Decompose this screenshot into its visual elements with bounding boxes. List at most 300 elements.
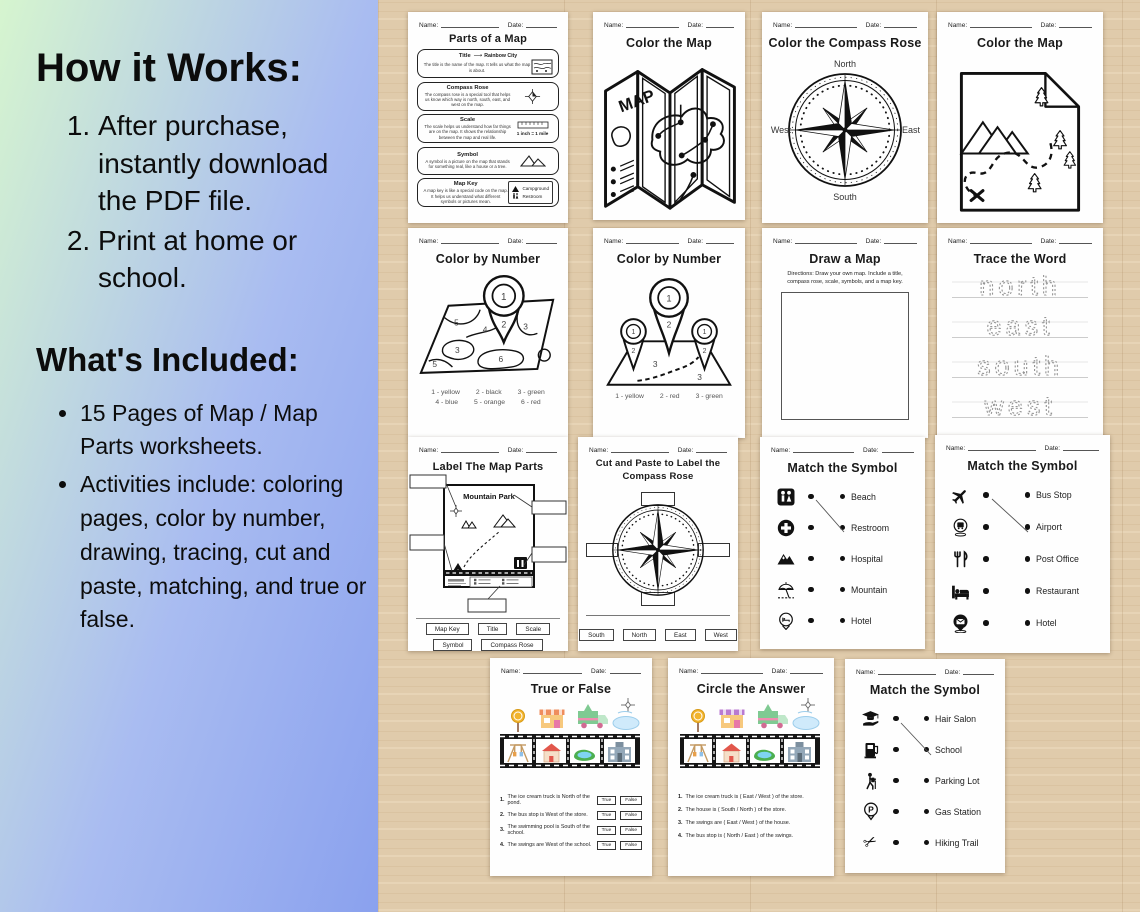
map-title-example: Rainbow City: [484, 52, 518, 59]
true-option: True: [597, 811, 617, 820]
worksheet-color-the-map-folded: [593, 12, 745, 220]
right-dot: [924, 840, 930, 846]
legend-entry: 3 - green: [517, 389, 545, 396]
bus-stop-pin-icon: [951, 518, 970, 537]
false-option: False: [620, 796, 642, 805]
left-dot: [983, 620, 989, 626]
how-it-works-heading: How it Works:: [36, 46, 302, 90]
match-word: School: [935, 744, 962, 755]
match-row: [760, 512, 925, 543]
match-word: Mountain: [851, 584, 888, 595]
hotel-bed-icon: [951, 582, 970, 601]
airplane-icon: [951, 486, 970, 505]
name-date-row: [845, 659, 1005, 676]
region-number: 3: [697, 371, 702, 382]
legend-entry: 4 - blue: [435, 399, 459, 406]
ice-cream-truck-icon: [758, 704, 788, 728]
worksheet-true-or-false: [490, 658, 652, 876]
section-heading: Scale: [459, 117, 476, 124]
name-label: Name:: [419, 22, 439, 29]
name-line: [626, 237, 678, 244]
date-label: Date:: [865, 22, 882, 29]
worksheet-title: Parts of a Map: [449, 33, 527, 45]
left-dot: [893, 747, 899, 753]
right-dot: [1025, 524, 1031, 530]
word-bank-item: Scale: [516, 623, 550, 635]
left-dot: [983, 524, 989, 530]
match-row: [760, 543, 925, 574]
date-line: [1063, 444, 1099, 451]
name-line: [441, 237, 499, 244]
match-row: [935, 543, 1110, 575]
hotel-pin-icon: [777, 612, 795, 630]
whats-included-heading: What's Included:: [36, 340, 299, 378]
match-row: [935, 575, 1110, 607]
worksheet-title: Match the Symbol: [787, 461, 898, 475]
map-thumbnail-icon: [531, 59, 553, 75]
true-option: True: [597, 826, 617, 835]
false-option: False: [620, 841, 642, 850]
match-word: Bus Stop: [1036, 490, 1072, 500]
date-line: [963, 668, 994, 675]
name-date-row: [762, 12, 928, 29]
question-row: [678, 807, 824, 813]
color-by-number-pins: [594, 266, 744, 390]
name-date-row: [408, 437, 568, 454]
section-heading: Symbol: [457, 151, 479, 158]
east-label: East: [901, 125, 921, 135]
match-word: Beach: [851, 491, 876, 502]
worksheet-parts-of-a-map: [408, 12, 568, 223]
match-row: [845, 703, 1005, 734]
answer-label: South: [579, 629, 613, 641]
section-heading: Compass Rose: [446, 84, 489, 91]
south-label: South: [833, 192, 857, 202]
answer-label: East: [665, 629, 696, 641]
bus-stop-sign-icon: [692, 710, 705, 733]
question-text: The swimming pool is South of the school.: [507, 824, 590, 836]
section-text: The scale helps us understand how far things are on the map. It shows the relationship between the map and real life.: [424, 124, 511, 140]
name-line: [441, 21, 499, 28]
worksheet-title: Match the Symbol: [967, 459, 1078, 473]
match-word: Airport: [1036, 522, 1062, 532]
question-row: [500, 811, 642, 820]
worksheet-title: Circle the Answer: [696, 682, 806, 696]
color-legend-row: [408, 389, 568, 396]
question-text: The bus stop is West of the store.: [507, 812, 588, 818]
name-label: Name:: [946, 445, 966, 452]
date-line: [884, 21, 917, 28]
mountain-icon: [777, 550, 795, 568]
word-bank-item: Map Key: [426, 623, 469, 635]
scale-example: 1 inch = 1 mile: [516, 131, 549, 137]
date-line: [884, 237, 917, 244]
match-word: Hotel: [851, 615, 872, 626]
name-line: [793, 446, 854, 453]
worksheet-color-the-compass-rose: [762, 12, 928, 223]
name-date-row: [408, 228, 568, 245]
legend-entry: 1 - yellow: [431, 389, 460, 396]
ruler-icon: [517, 121, 549, 129]
worksheet-draw-a-map: [762, 228, 928, 438]
included-item: • 15 Pages of Map / Map Parts worksheets.: [80, 397, 370, 465]
key-label: Campground: [522, 186, 549, 192]
name-date-row: [935, 435, 1110, 452]
name-label: Name:: [773, 238, 793, 245]
town-map-illustration: [676, 696, 826, 790]
name-label: Name:: [948, 238, 968, 245]
match-row: [935, 511, 1110, 543]
divider-line: [416, 618, 560, 619]
word-bank-item: Compass Rose: [481, 639, 542, 651]
match-row: [760, 481, 925, 512]
name-date-row: [490, 658, 652, 675]
name-label: Name:: [773, 22, 793, 29]
map-title-text: Mountain Park: [463, 492, 515, 501]
map-part-key-section: [417, 178, 559, 207]
date-line: [526, 21, 557, 28]
word-bank-item: Title: [478, 623, 508, 635]
question-row: [678, 794, 824, 800]
how-it-works-list: [62, 107, 368, 297]
date-label: Date:: [687, 22, 704, 29]
date-line: [706, 21, 734, 28]
worksheet-title: Color by Number: [435, 252, 541, 266]
match-word: Parking Lot: [935, 775, 980, 786]
question-text: The swings are ( East / West ) of the house.: [685, 820, 791, 826]
worksheet-color-by-number-2: [593, 228, 745, 438]
true-option: True: [597, 841, 617, 850]
name-line: [795, 21, 857, 28]
pin-number: 1: [702, 328, 707, 336]
worksheet-circle-the-answer: [668, 658, 834, 876]
match-row: [845, 796, 1005, 827]
name-line: [970, 21, 1032, 28]
region-number: 3: [455, 345, 460, 356]
question-list: [500, 794, 642, 850]
restaurant-cutlery-icon: [952, 550, 970, 568]
right-dot: [840, 556, 846, 562]
date-line: [610, 667, 641, 674]
worksheet-match-the-symbol-1: [760, 437, 925, 649]
ice-cream-truck-icon: [578, 704, 608, 728]
worksheet-title: Color by Number: [616, 252, 722, 266]
beach-umbrella-icon: [777, 581, 795, 599]
title-line-1: Cut and Paste to Label the: [595, 458, 721, 469]
treasure-map-illustration: [940, 50, 1100, 218]
question-text: The house is ( South / North ) of the store.: [685, 807, 787, 813]
right-dot: [1025, 588, 1031, 594]
date-line: [1059, 237, 1092, 244]
false-option: False: [620, 826, 642, 835]
date-line: [1059, 21, 1092, 28]
true-option: True: [597, 796, 617, 805]
answer-labels-row: [578, 629, 738, 641]
worksheet-title: True or False: [530, 682, 612, 696]
worksheet-match-the-symbol-2: [935, 435, 1110, 653]
name-label: Name:: [604, 238, 624, 245]
left-dot: [808, 494, 814, 500]
date-line: [790, 667, 823, 674]
right-dot: [1025, 492, 1031, 498]
post-office-pin-icon: [951, 614, 970, 633]
worksheet-title: Color the Map: [626, 36, 712, 50]
legend-entry: 2 - black: [475, 389, 502, 396]
name-label: Name:: [604, 22, 624, 29]
region-number: 4: [482, 324, 488, 335]
left-dot: [893, 809, 899, 815]
name-date-row: [408, 12, 568, 29]
section-text: The compass rose is a special tool that helps us know which way is north, south, east, and west on the map.: [424, 91, 511, 108]
name-line: [701, 667, 763, 674]
match-row: [845, 734, 1005, 765]
key-label: Restroom: [522, 193, 543, 199]
name-line: [523, 667, 582, 674]
question-row: [678, 833, 824, 839]
trace-word-row: [944, 266, 1096, 306]
town-map-illustration: [496, 696, 646, 790]
match-row: [935, 607, 1110, 639]
restroom-people-icon: [512, 193, 519, 199]
section-text: A symbol is a picture on the map that stands for something real, like a house or a tree.: [425, 158, 510, 170]
whats-included-list: [58, 397, 370, 638]
match-word: Post Office: [1036, 554, 1079, 564]
worksheet-trace-the-word: [937, 228, 1103, 438]
word-bank-row: [408, 639, 568, 651]
worksheet-color-by-number-1: [408, 228, 568, 438]
name-date-row: [668, 658, 834, 675]
name-date-row: [762, 228, 928, 245]
name-line: [970, 237, 1032, 244]
right-dot: [840, 587, 846, 593]
name-line: [878, 668, 936, 675]
pin-number: 1: [631, 328, 636, 336]
gas-pump-icon: [862, 741, 880, 759]
date-label: Date:: [1044, 445, 1061, 452]
section-heading: Title: [458, 52, 471, 59]
left-dot: [983, 492, 989, 498]
question-list: [678, 794, 824, 839]
match-word: Hair Salon: [935, 713, 977, 724]
map-word: MAP: [616, 85, 658, 117]
match-word: Restroom: [851, 522, 890, 533]
name-line: [441, 446, 499, 453]
date-line: [882, 446, 914, 453]
pond-icon: [613, 712, 639, 730]
worksheet-title: [578, 458, 738, 484]
match-row: [845, 827, 1005, 858]
right-dot: [1025, 556, 1031, 562]
left-dot: [893, 840, 899, 846]
right-dot: [924, 716, 930, 722]
worksheet-cut-and-paste-compass: [578, 437, 738, 651]
date-label: Date:: [687, 238, 704, 245]
date-label: Date:: [863, 447, 879, 454]
worksheet-label-the-map-parts: [408, 437, 568, 651]
west-label: West: [770, 125, 792, 135]
date-label: Date:: [944, 669, 961, 676]
date-label: Date:: [771, 668, 788, 675]
worksheet-title: Label The Map Parts: [432, 461, 544, 473]
campground-tent-icon: [512, 186, 519, 192]
date-line: [696, 446, 727, 453]
name-label: Name:: [589, 447, 609, 454]
left-dot: [893, 778, 899, 784]
answer-label: North: [623, 629, 656, 641]
worksheet-title: Draw a Map: [809, 252, 881, 266]
name-label: Name:: [419, 238, 439, 245]
arrow-icon: ⟶: [473, 53, 482, 59]
drawing-area: [781, 292, 909, 420]
bus-stop-sign-icon: [512, 710, 525, 733]
name-date-row: [937, 12, 1103, 29]
legend-entry: 2 - red: [659, 393, 680, 400]
step-item: 2. Print at home or school.: [98, 222, 368, 297]
left-dot: [983, 556, 989, 562]
pin-number: 2: [501, 319, 507, 330]
date-line: [526, 446, 557, 453]
region-number: 6: [498, 354, 504, 365]
date-label: Date:: [507, 22, 524, 29]
map-part-scale-section: [417, 114, 559, 143]
question-row: [500, 841, 642, 850]
left-dot: [983, 588, 989, 594]
legend-entry: 3 - green: [695, 393, 723, 400]
word-bank-item: Symbol: [433, 639, 472, 651]
legend-entry: 1 - yellow: [615, 393, 644, 400]
trace-word: south: [976, 351, 1064, 381]
labeling-map-illustration: [408, 473, 568, 615]
map-part-symbol-section: [417, 147, 559, 175]
question-row: [500, 794, 642, 806]
parking-letter: P: [867, 804, 874, 815]
date-label: Date:: [865, 238, 882, 245]
pond-icon: [793, 712, 819, 730]
compass-icon: [524, 88, 541, 105]
left-dot: [808, 556, 814, 562]
first-aid-icon: [777, 519, 795, 537]
match-row: [760, 574, 925, 605]
left-dot: [808, 587, 814, 593]
date-label: Date:: [507, 238, 524, 245]
name-line: [626, 21, 678, 28]
left-dot: [893, 716, 899, 722]
date-label: Date:: [591, 668, 607, 675]
region-number: 5: [432, 358, 438, 369]
right-dot: [1025, 620, 1031, 626]
compass-sparkle-icon: [801, 698, 815, 712]
map-part-compass-section: [417, 82, 559, 111]
date-label: Date:: [1040, 238, 1057, 245]
title-line-2: Compass Rose: [622, 470, 694, 482]
right-dot: [924, 809, 930, 815]
trace-word: west: [984, 391, 1056, 421]
pin-number: 2: [702, 348, 707, 356]
worksheet-title: Color the Map: [977, 36, 1063, 50]
section-text: A map key is like a special code on the map. It helps us understand what different symbols or pictures mean.: [423, 188, 508, 204]
pin-number: 2: [631, 348, 636, 356]
right-dot: [924, 747, 930, 753]
match-row: [845, 765, 1005, 796]
legend-entry: 6 - red: [521, 399, 541, 406]
name-label: Name:: [679, 668, 699, 675]
directions-text: Directions: Draw your own map. Include a title, compass rose, scale, symbols, and a map key.: [787, 271, 903, 286]
date-label: Date:: [1040, 22, 1057, 29]
date-label: Date:: [507, 447, 524, 454]
included-item: • Activities include: coloring pages, color by number, drawing, tracing, cut and paste, matching, and true or false.: [80, 468, 370, 637]
match-word: Hotel: [1036, 618, 1057, 628]
date-label: Date:: [677, 447, 694, 454]
match-word: Gas Station: [935, 806, 981, 817]
name-date-row: [593, 12, 745, 29]
right-dot: [924, 778, 930, 784]
pin-number: 1: [501, 291, 507, 303]
match-word: Hospital: [851, 553, 883, 564]
question-text: The swings are West of the school.: [507, 842, 592, 848]
question-row: [678, 820, 824, 826]
name-line: [968, 444, 1035, 451]
name-date-row: [593, 228, 745, 245]
match-word: Hiking Trail: [935, 837, 979, 848]
question-text: The ice cream truck is North of the pond.: [507, 794, 590, 806]
match-row: [935, 479, 1110, 511]
color-by-number-map: [409, 266, 567, 386]
name-date-row: [578, 437, 738, 454]
name-label: Name:: [501, 668, 521, 675]
word-bank-row: [408, 623, 568, 635]
restroom-sign-icon: [777, 488, 795, 506]
map-key-box: [508, 181, 553, 204]
step-item: 1. After purchase, instantly download the PDF file.: [98, 107, 368, 220]
pin-number: 2: [666, 319, 672, 330]
region-number: 3: [652, 358, 658, 369]
section-text: The title is the name of the map. It tells us what the map is about.: [423, 62, 531, 73]
school-cap-icon: [861, 710, 880, 728]
trace-word: east: [986, 311, 1054, 341]
worksheet-title: Match the Symbol: [869, 683, 981, 697]
hiker-icon: [862, 772, 880, 790]
name-date-row: [937, 228, 1103, 245]
compass-rose-illustration: [765, 50, 925, 210]
name-line: [795, 237, 857, 244]
scissors-icon: ✂: [860, 831, 880, 853]
color-legend-row: [593, 393, 745, 400]
region-number: 3: [523, 321, 528, 332]
parking-pin-icon: [862, 802, 880, 821]
name-line: [611, 446, 669, 453]
match-word: Restaurant: [1036, 586, 1080, 596]
question-row: [500, 824, 642, 836]
name-label: Name:: [948, 22, 968, 29]
date-line: [526, 237, 557, 244]
worksheet-color-the-map-treasure: [937, 12, 1103, 223]
section-heading: Map Key: [453, 181, 478, 188]
right-dot: [840, 494, 846, 500]
date-line: [706, 237, 734, 244]
name-label: Name:: [419, 447, 439, 454]
false-option: False: [620, 811, 642, 820]
worksheet-title: Color the Compass Rose: [768, 36, 922, 50]
compass-sparkle-icon: [621, 698, 635, 712]
store-icon: [720, 710, 745, 729]
store-icon: [540, 710, 565, 729]
region-number: 5: [454, 317, 459, 328]
name-label: Name:: [856, 669, 876, 676]
map-part-title-section: [417, 49, 559, 78]
pin-number: 1: [666, 293, 672, 304]
folded-map-illustration: [595, 50, 743, 216]
match-row: [760, 605, 925, 636]
